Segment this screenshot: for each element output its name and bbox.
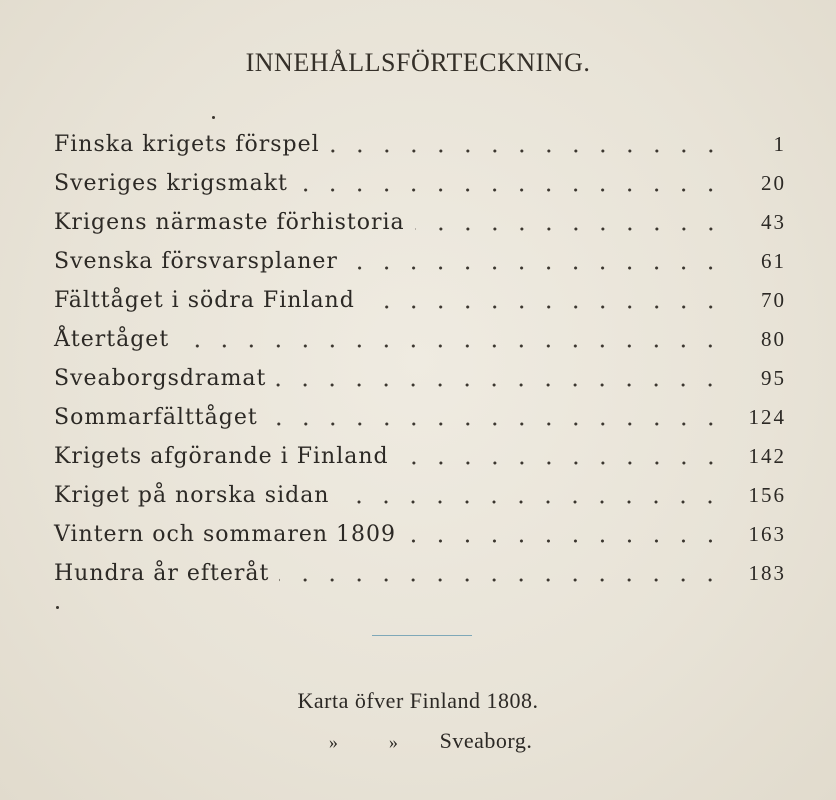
map-list-line <box>0 688 836 714</box>
map-list-line <box>0 728 836 754</box>
toc-entry-page: 80 <box>761 327 786 351</box>
toc-entry-page: 163 <box>748 522 786 546</box>
page-title: INNEHÅLLSFÖRTECKNING. <box>245 48 591 77</box>
toc-entry-title: Återtåget <box>54 327 170 352</box>
toc-entry[interactable] <box>54 320 786 359</box>
dot-leader <box>406 524 724 546</box>
table-of-contents <box>54 125 786 593</box>
toc-entry-page: 70 <box>761 288 786 312</box>
dot-leader <box>279 563 724 585</box>
toc-entry-title: Finska krigets förspel <box>54 132 320 157</box>
map-title: Sveaborg. <box>439 728 533 753</box>
toc-entry[interactable] <box>54 398 786 437</box>
toc-entry[interactable] <box>54 242 786 281</box>
toc-entry-page: 142 <box>748 444 786 468</box>
dot-leader <box>348 251 724 273</box>
dot-leader <box>268 407 724 429</box>
toc-entry-page: 156 <box>748 483 786 507</box>
toc-entry-page: 1 <box>773 132 786 156</box>
toc-entry[interactable] <box>54 515 786 554</box>
toc-entry[interactable] <box>54 281 786 320</box>
toc-entry-page: 20 <box>761 171 786 195</box>
ditto-mark: » <box>328 732 339 752</box>
toc-entry-page: 95 <box>761 366 786 390</box>
toc-entry[interactable] <box>54 476 786 515</box>
ink-speck <box>56 606 59 609</box>
toc-entry-title: Svenska försvarsplaner <box>54 249 338 274</box>
toc-entry[interactable] <box>54 164 786 203</box>
dot-leader <box>415 212 724 234</box>
dot-leader <box>276 368 724 390</box>
toc-entry-title: Vintern och sommaren 1809 <box>54 522 397 547</box>
toc-entry-title: Krigets afgörande i Finland <box>54 444 389 469</box>
toc-entry-page: 61 <box>761 249 786 273</box>
dot-leader <box>298 173 724 195</box>
toc-entry-title: Fälttåget i södra Finland <box>54 288 355 313</box>
section-divider <box>372 635 472 636</box>
dot-leader <box>365 290 724 312</box>
map-title: Karta öfver Finland 1808. <box>297 688 539 713</box>
toc-entry-title: Kriget på norska sidan <box>54 483 330 508</box>
toc-entry[interactable] <box>54 203 786 242</box>
toc-entry-title: Sveriges krigsmakt <box>54 171 288 196</box>
toc-entry-page: 43 <box>761 210 786 234</box>
ditto-mark: » <box>388 732 399 752</box>
toc-entry[interactable] <box>54 554 786 593</box>
toc-entry-title: Sveaborgsdramat <box>54 366 267 391</box>
toc-entry-title: Krigens närmaste förhistoria <box>54 210 405 235</box>
toc-entry[interactable] <box>54 437 786 476</box>
toc-entry[interactable] <box>54 125 786 164</box>
dot-leader <box>399 446 724 468</box>
toc-entry-title: Hundra år efteråt <box>54 561 270 586</box>
toc-entry[interactable] <box>54 359 786 398</box>
toc-entry-page: 124 <box>748 405 786 429</box>
ink-speck <box>212 116 215 119</box>
toc-entry-page: 183 <box>748 561 786 585</box>
dot-leader <box>179 329 724 351</box>
toc-entry-title: Sommarfälttåget <box>54 405 258 430</box>
dot-leader <box>339 485 724 507</box>
dot-leader <box>330 134 724 156</box>
